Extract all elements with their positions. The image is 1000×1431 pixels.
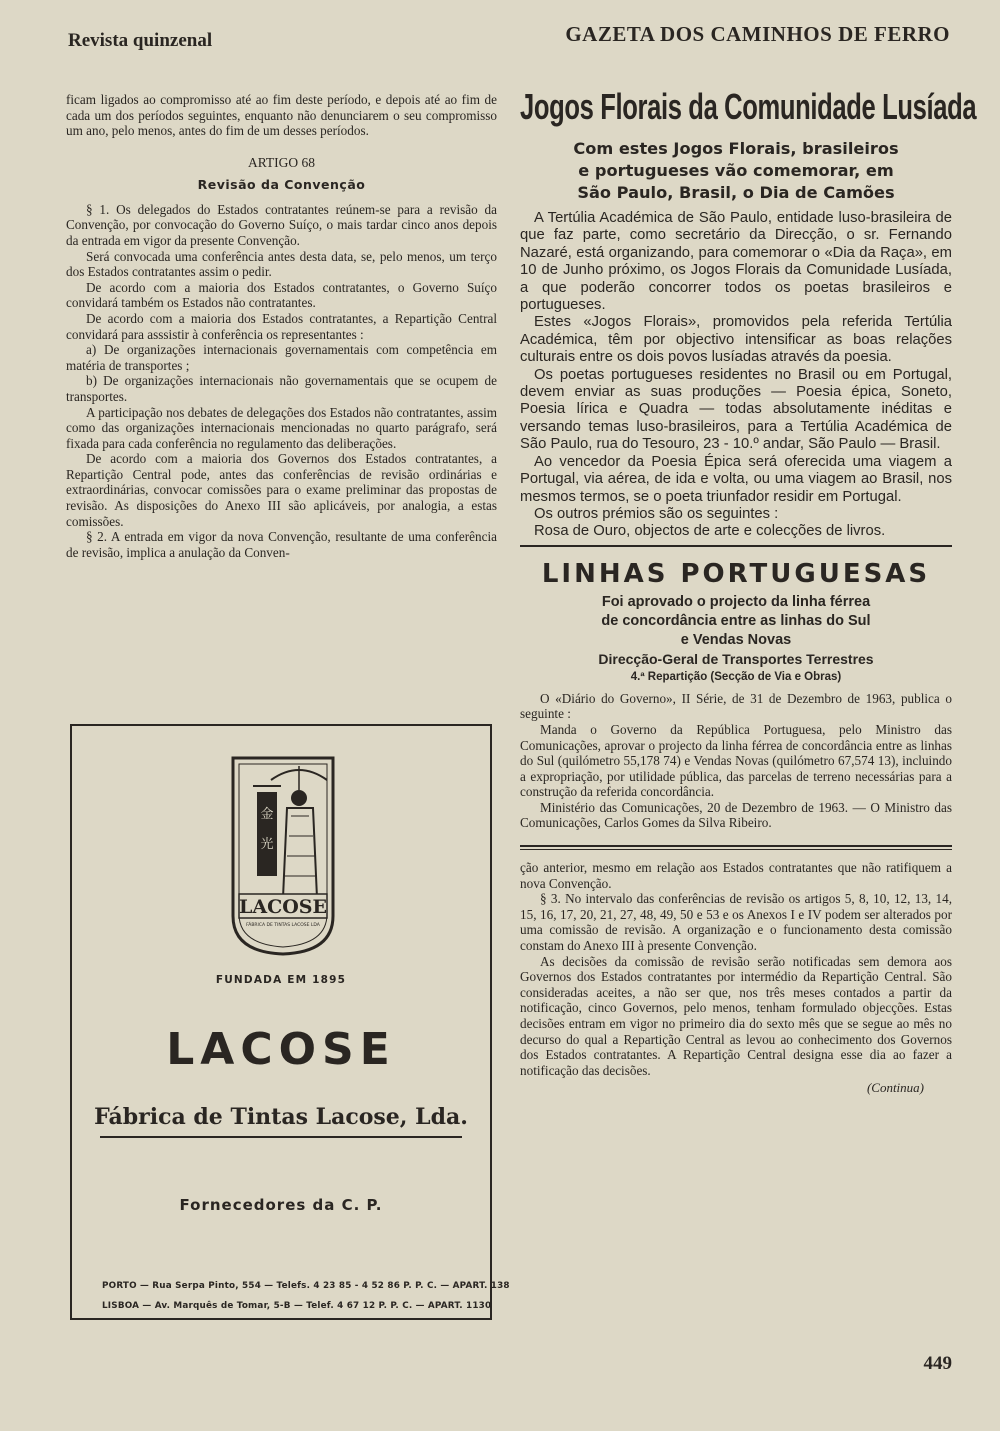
- paragraph: § 1. Os delegados do Estados contratantes reúnem-se para a revisão da Convenção, por convocação do Governo Suíço, o mais tardar cinco anos depois da entrada em vigor da presente Convenção.: [66, 201, 497, 248]
- left-text: [66, 92, 497, 139]
- linhas-title: LINHAS PORTUGUESAS: [541, 558, 931, 589]
- paragraph: Os poetas portugueses residentes no Brasil ou em Portugal, devem enviar as suas produções — Poesia épica, Soneto, Poesia lírica e Quadra — todas absolutamente inéditas e versando temas luso-brasileiros, para a Tertúlia Académica de São Paulo, rua do Tesouro, 23 - 10.º andar, São Paulo — Brasil.: [520, 366, 952, 453]
- paragraph: De acordo com a maioria dos Governos dos Estados contratantes, a Repartição Central pode, antes das conferências de revisão ordinárias e extraordinárias, convocar comissões para o exame preliminar das propostas de revisão. As disposições do Anexo III são aplicáveis, por analogia, a estas comissões.: [66, 451, 497, 529]
- section-rule: [520, 545, 952, 547]
- paragraph: Ministério das Comunicações, 20 de Dezembro de 1963. — O Ministro das Comunicações, Carlos Gomes da Silva Ribeiro.: [520, 799, 952, 831]
- reparticao-heading: 4.ª Repartição (Secção de Via e Obras): [630, 670, 842, 683]
- continuation-body: [520, 860, 952, 1078]
- factory-name: Fábrica de Tintas Lacose, Lda.: [94, 1104, 468, 1130]
- paragraph: a) De organizações internacionais governamentais com competência em matéria de transportes ;: [66, 342, 497, 373]
- revision-paragraphs: [66, 202, 497, 561]
- brand-name: LACOSE: [166, 1024, 396, 1075]
- svg-text:金: 金: [260, 807, 274, 822]
- emblem-brand-text: LACOSE: [239, 896, 327, 918]
- subtitle-line: e Vendas Novas: [680, 631, 792, 648]
- paragraph: § 2. A entrada em vigor da nova Convenção, resultante de uma conferência de revisão, implica a anulação da Conven-: [66, 529, 497, 560]
- intro-paragraph: ficam ligados ao compromisso até ao fim deste período, e depois até ao fim de cada um dos períodos seguintes, enquanto não denunciarem o seu compromisso um ano, pelo menos, antes do fim de um desses períodos.: [66, 92, 497, 139]
- lacose-advertisement: [70, 724, 510, 1320]
- paragraph: Estes «Jogos Florais», promovidos pela referida Tertúlia Académica, têm por objectivo intensificar as boas relações culturais entre os dois povos lusíadas através da poesia.: [520, 314, 952, 366]
- paragraph: A Tertúlia Académica de São Paulo, entidade luso-brasileira de que faz parte, como secretário da Direcção, o sr. Fernando Nazaré, está organizando, para comemorar o «Dia da Raça», em 10 de Junho próximo, os Jogos Florais da Comunidade Lusíada, a que poderão concorrer todos os poetas brasileiros e portugueses.: [520, 210, 952, 314]
- lacose-emblem: [227, 756, 339, 956]
- subtitle-line: de concordância entre as linhas do Sul: [601, 612, 871, 629]
- subtitle-line: e portugueses vão comemorar, em: [578, 161, 894, 180]
- linhas-body: [520, 691, 952, 831]
- founded-text: FUNDADA EM 1895: [215, 974, 347, 986]
- paragraph: De acordo com a maioria dos Estados contratantes, a Repartição Central convidará para asssistir à conferência os representantes :: [66, 310, 497, 342]
- address-porto: PORTO — Rua Serpa Pinto, 554 — Telefs. 4 23 85 - 4 52 86 P. P. C. — APART. 138: [102, 1281, 510, 1291]
- section-title: Revisão da Convenção: [197, 176, 366, 192]
- paragraph: De acordo com a maioria dos Estados contratantes, o Governo Suíço convidará também os Estados não contratantes.: [66, 279, 497, 311]
- jogos-florais-subtitle: [520, 138, 952, 204]
- continua-note: (Continua): [866, 1080, 924, 1096]
- right-column: [520, 86, 977, 1096]
- article-heading: ARTIGO 68: [247, 154, 316, 170]
- subtitle-line: São Paulo, Brasil, o Dia de Camões: [577, 183, 895, 202]
- linhas-subtitle: [520, 593, 952, 650]
- header-right: GAZETA DOS CAMINHOS DE FERRO: [565, 22, 950, 46]
- page-number: 449: [923, 1353, 952, 1374]
- subtitle-line: Foi aprovado o projecto da linha férrea: [601, 593, 871, 610]
- paragraph: Rosa de Ouro, objectos de arte e colecções de livros.: [534, 523, 886, 540]
- emblem-small-text: FÁBRICA DE TINTAS LACOSE LDA: [246, 923, 320, 928]
- direccao-heading: Direcção-Geral de Transportes Terrestres: [598, 650, 874, 667]
- paragraph: Será convocada uma conferência antes desta data, se, pelo menos, um terço dos Estados contratantes assim o pedir.: [66, 248, 497, 280]
- paragraph: b) De organizações internacionais não governamentais que se ocupem de transportes.: [66, 373, 497, 404]
- double-rule: [520, 845, 952, 850]
- paragraph: A participação nos debates de delegações dos Estados não contratantes, assim como das organizações internacionais mencionadas no quarto parágrafo, será fixada para cada conferência no regulamento das deliberações.: [66, 404, 497, 451]
- factory-underline: [100, 1136, 462, 1138]
- jogos-florais-body: [520, 210, 952, 541]
- paragraph: ção anterior, mesmo em relação aos Estados contratantes que não ratifiquem a nova Convenção.: [520, 860, 952, 891]
- left-column: [66, 92, 497, 560]
- paragraph: As decisões da comissão de revisão serão notificadas sem demora aos Governos dos Estados contratantes por intermédio da Repartição Central. São consideradas aceites, a não ser que, nos três meses contados a partir da notificação, cinco Governos, pelo menos, tenham formulado objecções. Estas decisões entram em vigor no primeiro dia do sexto mês que se segue ao mês no decurso do qual a Repartição Central as levou ao conhecimento dos Governos dos Estados contratantes. A Repartição Central designa esse dia ao fazer a notificação das decisões.: [520, 953, 952, 1078]
- address-lisboa: LISBOA — Av. Marquês de Tomar, 5-B — Telef. 4 67 12 P. P. C. — APART. 1130: [102, 1301, 492, 1311]
- jogos-florais-title: Jogos Florais da Comunidade Lusíada: [520, 86, 977, 127]
- paragraph: Ao vencedor da Poesia Épica será oferecida uma viagem a Portugal, via aérea, de ida e volta, ou uma viagem ao Brasil, nos mesmos termos, se o poeta triunfador residir em Portugal.: [520, 453, 952, 505]
- header-left: Revista quinzenal: [68, 30, 213, 51]
- paragraph: § 3. No intervalo das conferências de revisão os artigos 5, 8, 10, 12, 13, 14, 15, 16, 17, 20, 21, 27, 48, 49, 50 e 53 e os Anexos I e IV podem ser alterados por uma comissão de revisão. A organização e o funcionamento desta comissão constam do Anexo III à presente Convenção.: [520, 891, 952, 954]
- supplier-text: Fornecedores da C. P.: [179, 1196, 383, 1214]
- paragraph: O «Diário do Governo», II Série, de 31 de Dezembro de 1963, publica o seguinte :: [520, 690, 952, 722]
- paragraph: Manda o Governo da República Portuguesa, pelo Ministro das Comunicações, aprovar o projecto da linha férrea de concordância entre as linhas do Sul (quilómetro 55,178 74) e Vendas Novas (quilómetro 67,574 13), incluindo a expropriação, por utilidade pública, das parcelas de terreno necessárias para a construção da referida concordância.: [520, 721, 952, 800]
- subtitle-line: Com estes Jogos Florais, brasileiros: [573, 139, 899, 158]
- svg-text:光: 光: [260, 837, 274, 852]
- paragraph: Os outros prémios são os seguintes :: [534, 505, 779, 522]
